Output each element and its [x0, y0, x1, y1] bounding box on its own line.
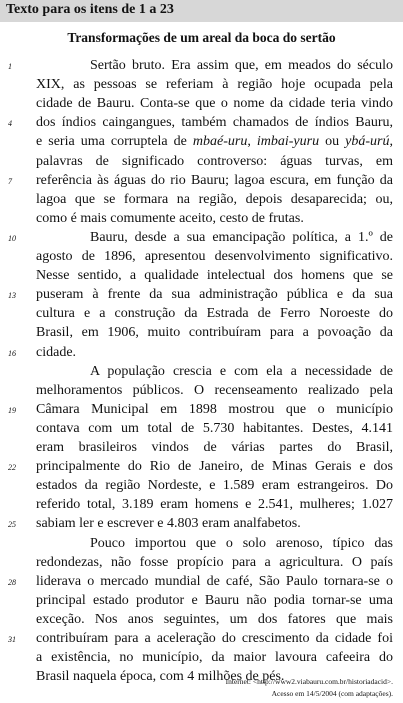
passage-line: Brasil naquela época, com 4 milhões de pés.	[36, 669, 285, 685]
line-number: 1	[8, 62, 12, 71]
source-line-2: Acesso em 14/5/2004 (com adaptações).	[271, 689, 393, 698]
line-number: 31	[8, 635, 16, 644]
line-number: 13	[8, 291, 16, 301]
passage-line: estados da região Nordeste, e 1.589 eram estrangeiros. Do	[36, 478, 393, 494]
header-text: Texto para os itens de 1 a 23	[6, 2, 174, 17]
passage-line: Brasil, em 1906, muito contribuíram para a povoação da	[36, 325, 393, 341]
passage-line: Câmara Municipal em 1898 mostrou que o município	[36, 401, 393, 417]
passage-line: a existência, no município, da maior lavoura cafeeira do	[36, 650, 393, 666]
passage-line: cidade.	[36, 344, 77, 360]
passage-line: referência às águas do rio Bauru; lagoa escura, em função da	[36, 172, 393, 188]
passage-line: como é mais comumente aceito, cesto de frutas.	[36, 210, 304, 226]
passage-line: A população crescia e com ela a necessidade de	[90, 363, 393, 379]
passage-line: Bauru, desde a sua emancipação política, a 1.º de	[90, 229, 393, 245]
line-number: 7	[8, 176, 12, 186]
line-number: 22	[8, 463, 16, 473]
passage-line: e seria uma corruptela de mbaé-uru, imbai-yuru ou ybá-urú,	[36, 134, 393, 150]
passage-line: Pouco importou que o solo arenoso, típico das	[90, 535, 393, 551]
line-number: 16	[8, 348, 16, 358]
line-number: 28	[8, 577, 16, 587]
passage-line: exceção. Nos anos seguintes, um dos fatores que mais	[36, 611, 393, 627]
passage-line: contribuíram para a aceleração do crescimento da cidade foi	[36, 631, 393, 646]
passage-line: sabiam ler e escrever e 4.803 eram analfabetos.	[36, 516, 301, 532]
passage-line: Nesse sentido, a qualidade intelectual dos homens que se	[36, 268, 393, 284]
passage-line: puseram à frente da sua administração pública e da sua	[36, 287, 393, 303]
passage-line: XIX, as pessoas se referiam à região hoje ocupada pela	[36, 77, 393, 93]
passage-line: principalmente do Rio de Janeiro, de Minas Gerais e dos	[36, 459, 393, 475]
source-line-1: Internet: <http://www2.viabauru.com.br/historiadacid>.	[225, 677, 393, 686]
passage-line: palavras de significado controverso: águas turvas, em	[36, 153, 393, 169]
line-number: 19	[8, 405, 16, 415]
passage-line: eram brasileiros vindos de várias partes do Brasil,	[36, 440, 393, 455]
passage-line: dos índios caingangues, também chamados de índios Bauru,	[36, 115, 393, 131]
passage-line: contava com um total de 5.730 habitantes. Destes, 4.141	[36, 420, 393, 436]
passage-line: referido total, 3.189 eram homens e 2.541, mulheres; 1.027	[36, 497, 393, 513]
passage-line: melhoramentos públicos. O recenseamento realizado pela	[36, 382, 393, 398]
header-bar	[0, 0, 403, 22]
passage-line: liderava o mercado mundial de café, São Paulo tornara-se o	[36, 573, 393, 589]
passage-title: Transformações de um areal da boca do sertão	[67, 30, 336, 45]
passage-line: lagoa que se formara na região, depois desaparecida; ou,	[36, 191, 393, 207]
passage-line: redondezas, não fosse propício para a agricultura. O país	[36, 554, 393, 570]
passage-line: cidade de Bauru. Conta-se que o nome da cidade teria vindo	[36, 96, 393, 112]
passage-line: cultura e a construção da Estrada de Ferro Noroeste do	[36, 306, 393, 322]
line-number: 10	[8, 233, 16, 243]
passage-line: Sertão bruto. Era assim que, em meados do século	[90, 58, 393, 73]
passage-line: agosto de 1896, apresentou desenvolvimento significativo.	[36, 249, 393, 264]
passage-line: principal estado produtor e Bauru não podia tornar-se uma	[36, 592, 393, 608]
line-number: 4	[8, 119, 12, 129]
line-number: 25	[8, 520, 16, 530]
